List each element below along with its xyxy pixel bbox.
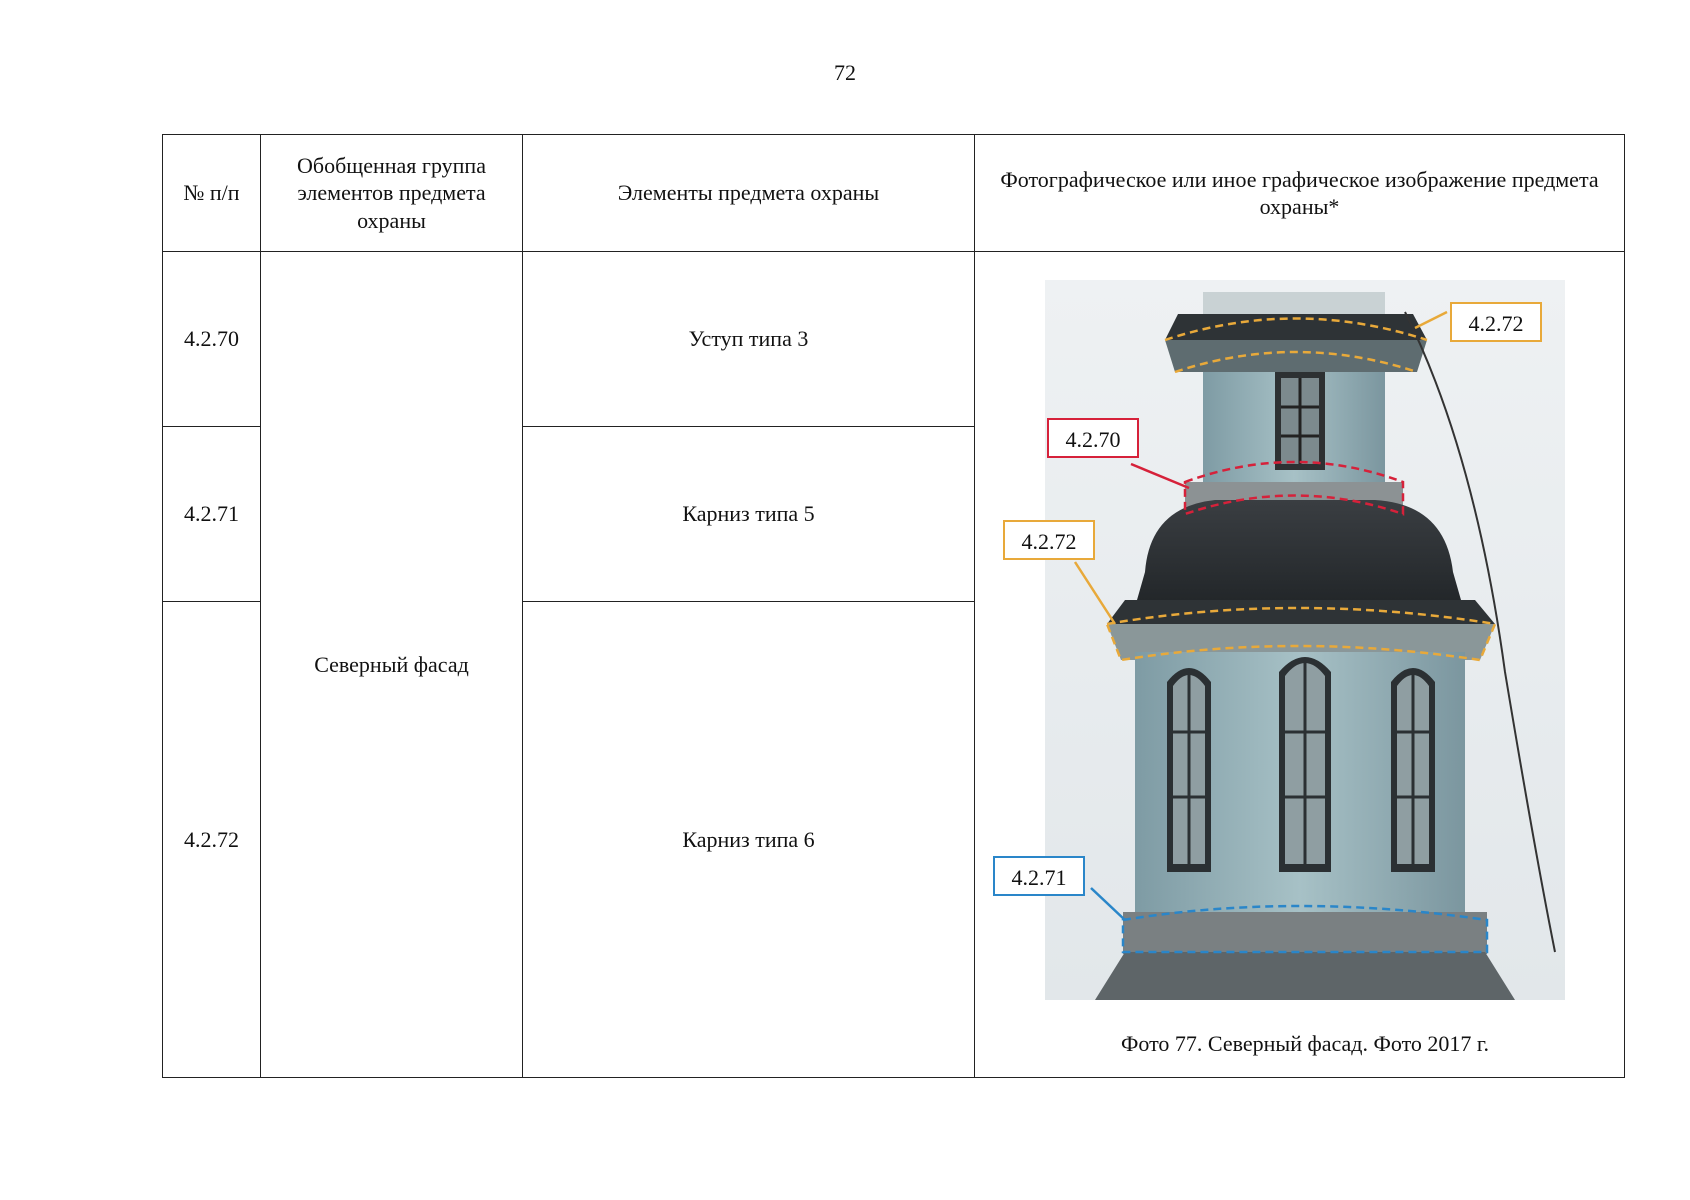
photo-cell: [975, 252, 1625, 1078]
group-cell: Северный фасад: [261, 252, 523, 1078]
table-header-row: [163, 135, 1625, 252]
header-num: № п/п: [163, 135, 261, 252]
north-facade-photo: [975, 252, 1635, 1072]
header-image: Фотографическое или иное графическое изображение предмета охраны*: [975, 135, 1625, 252]
callout-label: 4.2.72: [1003, 520, 1095, 560]
callout-label: 4.2.70: [1047, 418, 1139, 458]
row-element: Карниз типа 6: [523, 602, 975, 1078]
row-num: 4.2.70: [163, 252, 261, 427]
row-element: Уступ типа 3: [523, 252, 975, 427]
table-row: [163, 252, 1625, 427]
page-number: 72: [834, 60, 856, 85]
row-element: Карниз типа 5: [523, 427, 975, 602]
photo-caption: Фото 77. Северный фасад. Фото 2017 г.: [1121, 1031, 1489, 1056]
photo-figure: [975, 252, 1635, 1072]
row-num: 4.2.72: [163, 602, 261, 1078]
header-elements: Элементы предмета охраны: [523, 135, 975, 252]
callout-label: 4.2.72: [1450, 302, 1542, 342]
callout-label: 4.2.71: [993, 856, 1085, 896]
header-group: Обобщенная группа элементов предмета охраны: [261, 135, 523, 252]
row-num: 4.2.71: [163, 427, 261, 602]
protection-elements-table: [162, 134, 1625, 1078]
